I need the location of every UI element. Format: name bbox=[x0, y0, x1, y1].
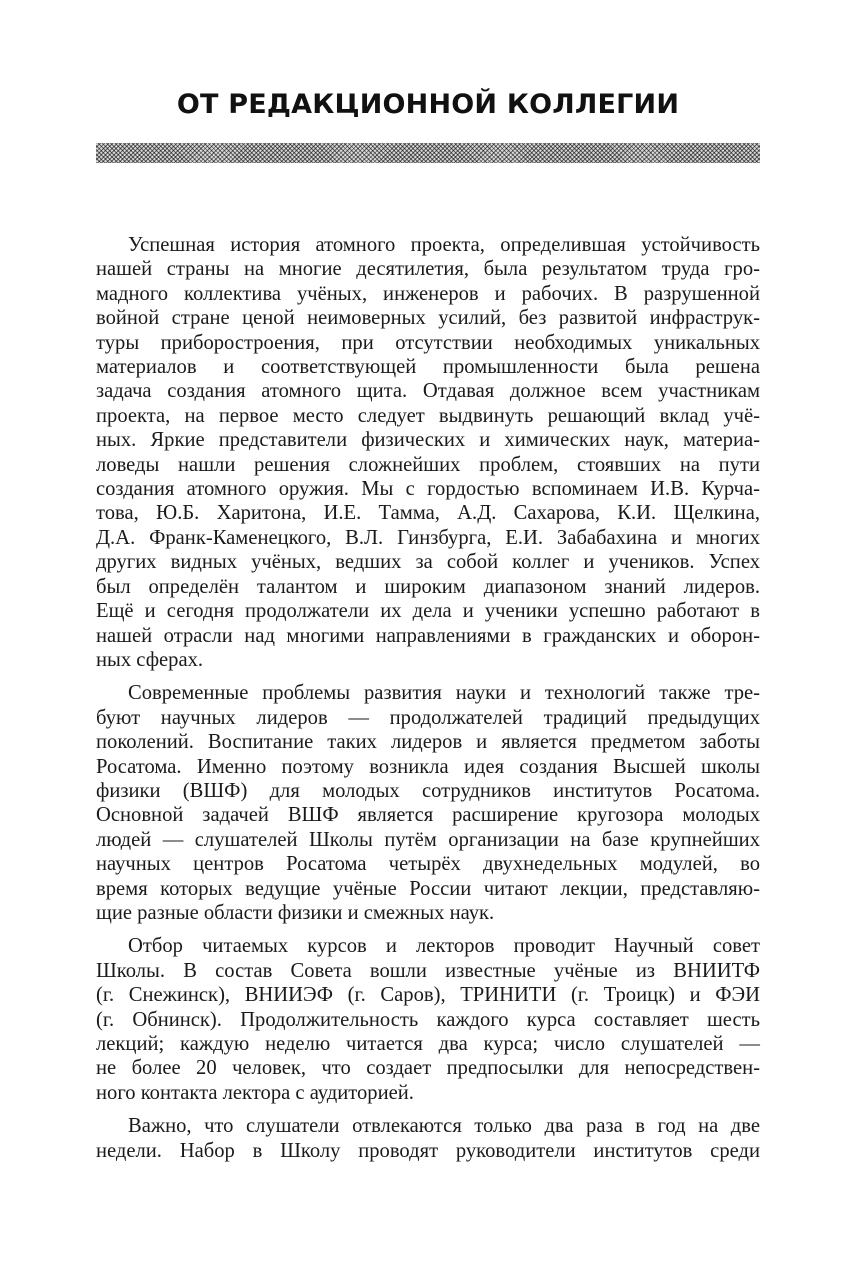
text-line: нашей отрасли над многими направлениями в гражданских и оборон- bbox=[96, 624, 760, 647]
text-line: ного контакта лектора с аудиторией. bbox=[96, 1081, 414, 1104]
text-line: других видных учёных, ведших за собой коллег и учеников. Успех bbox=[96, 551, 760, 574]
paragraph bbox=[96, 233, 760, 672]
paragraph bbox=[96, 934, 760, 1105]
text-line: лекций; каждую неделю читается два курса; число слушателей — bbox=[96, 1033, 760, 1055]
text-line: Современные проблемы развития науки и технологий также тре- bbox=[128, 682, 760, 705]
page-heading: ОТ РЕДАКЦИОННОЙ КОЛЛЕГИИ bbox=[176, 89, 680, 120]
text-line: научных центров Росатома четырёх двухнедельных модулей, во bbox=[96, 853, 760, 876]
paragraph bbox=[96, 681, 760, 925]
text-line: поколений. Воспитание таких лидеров и является предметом заботы bbox=[96, 731, 760, 754]
text-line: ных. Яркие представители физических и химических наук, материа- bbox=[96, 429, 760, 452]
text-line: физики (ВШФ) для молодых сотрудников институтов Росатома. bbox=[96, 779, 760, 802]
text-line: был определён талантом и широким диапазоном знаний лидеров. bbox=[96, 575, 760, 598]
body-text bbox=[96, 233, 760, 1172]
text-line: Важно, что слушатели отвлекаются только два раза в год на две bbox=[128, 1115, 760, 1138]
text-line: това, Ю.Б. Харитона, И.Е. Тамма, А.Д. Сахарова, К.И. Щелкина, bbox=[96, 502, 760, 525]
text-line: ловеды нашли решения сложнейших проблем, стоявших на пути bbox=[96, 453, 760, 476]
text-line: проекта, на первое место следует выдвинуть решающий вклад учё- bbox=[96, 404, 760, 427]
text-line: (г. Снежинск), ВНИИЭФ (г. Саров), ТРИНИТИ (г. Троицк) и ФЭИ bbox=[96, 984, 760, 1007]
text-line: ных сферах. bbox=[96, 648, 204, 671]
text-line: Отбор читаемых курсов и лекторов проводит Научный совет bbox=[128, 935, 760, 958]
text-line: мадного коллектива учёных, инженеров и рабочих. В разрушенной bbox=[96, 282, 760, 305]
text-line: (г. Обнинск). Продолжительность каждого курса составляет шесть bbox=[96, 1008, 760, 1031]
text-line: Ещё и сегодня продолжатели их дела и ученики успешно работают в bbox=[96, 600, 760, 623]
text-line: создания атомного оружия. Мы с гордостью вспоминаем И.В. Курча- bbox=[96, 478, 760, 501]
paragraph bbox=[96, 1114, 760, 1163]
text-line: туры приборостроения, при отсутствии необходимых уникальных bbox=[96, 331, 760, 354]
text-line: Школы. В состав Совета вошли известные учёные из ВНИИТФ bbox=[96, 959, 760, 982]
text-line: недели. Набор в Школу проводят руководители институтов среди bbox=[96, 1139, 760, 1162]
text-line: людей — слушателей Школы путём организации на базе крупнейших bbox=[96, 828, 760, 851]
text-line: Успешная история атомного проекта, определившая устойчивость bbox=[128, 234, 760, 256]
text-line: нашей страны на многие десятилетия, была результатом труда гро- bbox=[96, 258, 760, 281]
text-line: щие разные области физики и смежных наук. bbox=[96, 901, 495, 924]
text-line: время которых ведущие учёные России читают лекции, представляю- bbox=[96, 877, 760, 900]
text-line: Д.А. Франк-Каменецкого, В.Л. Гинзбурга, Е.И. Забабахина и многих bbox=[96, 526, 760, 549]
text-line: буют научных лидеров — продолжателей традиций предыдущих bbox=[96, 706, 760, 729]
text-line: не более 20 человек, что создает предпосылки для непосредствен- bbox=[96, 1057, 760, 1080]
decorative-hatched-rule bbox=[96, 143, 760, 163]
text-line: войной стране ценой неимоверных усилий, без развитой инфраструк- bbox=[96, 307, 760, 330]
text-line: Основной задачей ВШФ является расширение кругозора молодых bbox=[96, 804, 760, 827]
text-line: Росатома. Именно поэтому возникла идея создания Высшей школы bbox=[96, 755, 760, 778]
text-line: материалов и соответствующей промышленности была решена bbox=[96, 356, 760, 379]
text-line: задача создания атомного щита. Отдавая должное всем участникам bbox=[96, 380, 760, 403]
